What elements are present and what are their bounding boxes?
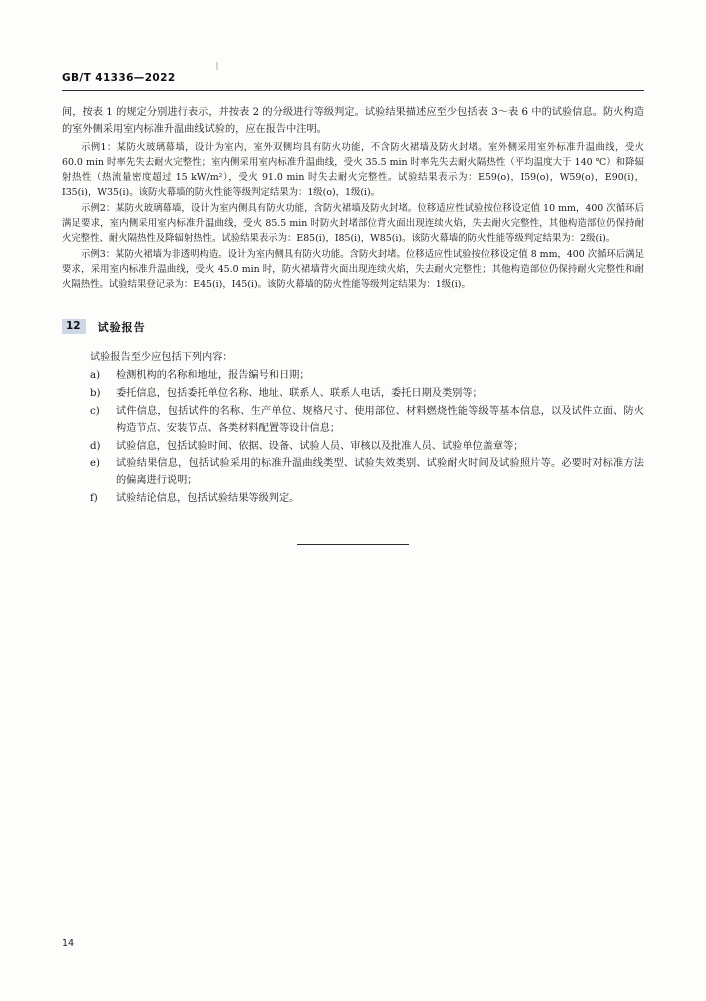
- continued-paragraph: 间，按表 1 的规定分别进行表示，并按表 2 的分级进行等级判定。试验结果描述应至少包括表 3～表 6 中的试验信息。防火构造的室外侧采用室内标准升温曲线试验的，应在报告中注明。: [62, 107, 644, 135]
- section-title: 试验报告: [97, 320, 146, 334]
- list-item-text: 试验结论信息，包括试验结果等级判定。: [116, 493, 300, 505]
- list-item-marker: b): [90, 387, 101, 399]
- header-rule: [62, 90, 644, 91]
- section-intro: 试验报告至少应包括下列内容：: [90, 351, 233, 363]
- report-content-list: [62, 368, 644, 508]
- section-number: 12: [62, 319, 86, 335]
- list-item-text: 委托信息，包括委托单位名称、地址、联系人、联系人电话，委托日期及类别等；: [116, 387, 483, 399]
- section-heading: [62, 319, 644, 335]
- end-of-document-rule: [297, 544, 409, 545]
- example-3: 示例3：某防火裙墙为非透明构造。设计为室内侧具有防火功能。含防火封堵。位移适应性试验按位移设定值 8 mm，400 次循环后满足要求，采用室内标准升温曲线，受火 45.0 min 时，防火裙墙背火面出现连续火焰，失去耐火完整性；其他构造部位仍保持耐火完整性和耐火隔热性。试验结果登记录为：E45(i)，I45(i)。该防火幕墙的防火性能等级判定结果为：1级(i)。: [62, 249, 644, 291]
- list-item-marker: a): [90, 369, 101, 381]
- list-item: [62, 456, 644, 490]
- list-item-marker: e): [90, 458, 101, 470]
- list-item: [62, 386, 644, 403]
- list-item: [62, 439, 644, 456]
- list-item: [62, 404, 644, 438]
- example-1: 示例1：某防火玻璃幕墙，设计为室内，室外双侧均具有防火功能，不含防火裙墙及防火封堵。室外侧采用室外标准升温曲线，受火 60.0 min 时率先失去耐火完整性；室内侧采用室内标准升温曲线，受火 35.5 min 时率先失去耐火隔热性（平均温度大于 140 ℃）和降辐射热性（热流量密度超过 15 kW/m²），受火 91.0 min 时失去耐火完整性。试验结果表示为：E59(o)，I59(o)，W59(o)，E90(i)，I35(i)，W35(i)。该防火幕墙的防火性能等级判定结果为：1级(o)，1级(i)。: [62, 142, 644, 199]
- example-2: 示例2：某防火玻璃幕墙，设计为室内侧具有防火功能，含防火裙墙及防火封堵。位移适应性试验按位移设定值 10 mm，400 次循环后满足要求，室内侧采用室内标准升温曲线，受火 85.5 min 时防火封堵部位背火面出现连续火焰，失去耐火完整性，其他构造部位仍保持耐火完整性、耐火隔热性及降辐射热性。试验结果表示为：E85(i)，I85(i)，W85(i)。该防火幕墙的防火性能等级判定结果为：2级(i)。: [62, 203, 644, 245]
- standard-code-header: GB/T 41336—2022: [62, 72, 176, 84]
- list-item-marker: f): [90, 493, 98, 505]
- page-content: [62, 72, 644, 545]
- page-number: 14: [62, 938, 75, 949]
- page-speck: [216, 62, 218, 70]
- list-item: [62, 368, 644, 385]
- list-item-text: 试件信息，包括试件的名称、生产单位、规格尺寸、使用部位、材料燃烧性能等级等基本信息，以及试件立面、防火构造节点、安装节点、各类材料配置等设计信息；: [116, 405, 644, 434]
- list-item-marker: c): [90, 405, 100, 417]
- list-item-text: 试验信息，包括试验时间、依据、设备、试验人员、审核以及批准人员、试验单位盖章等；: [116, 440, 524, 452]
- list-item: [62, 491, 644, 508]
- list-item-text: 试验结果信息，包括试验采用的标准升温曲线类型、试验失效类别、试验耐火时间及试验照片等。必要时对标准方法的偏离进行说明；: [116, 458, 644, 487]
- list-item-text: 检测机构的名称和地址，报告编号和日期；: [116, 369, 310, 381]
- list-item-marker: d): [90, 440, 101, 452]
